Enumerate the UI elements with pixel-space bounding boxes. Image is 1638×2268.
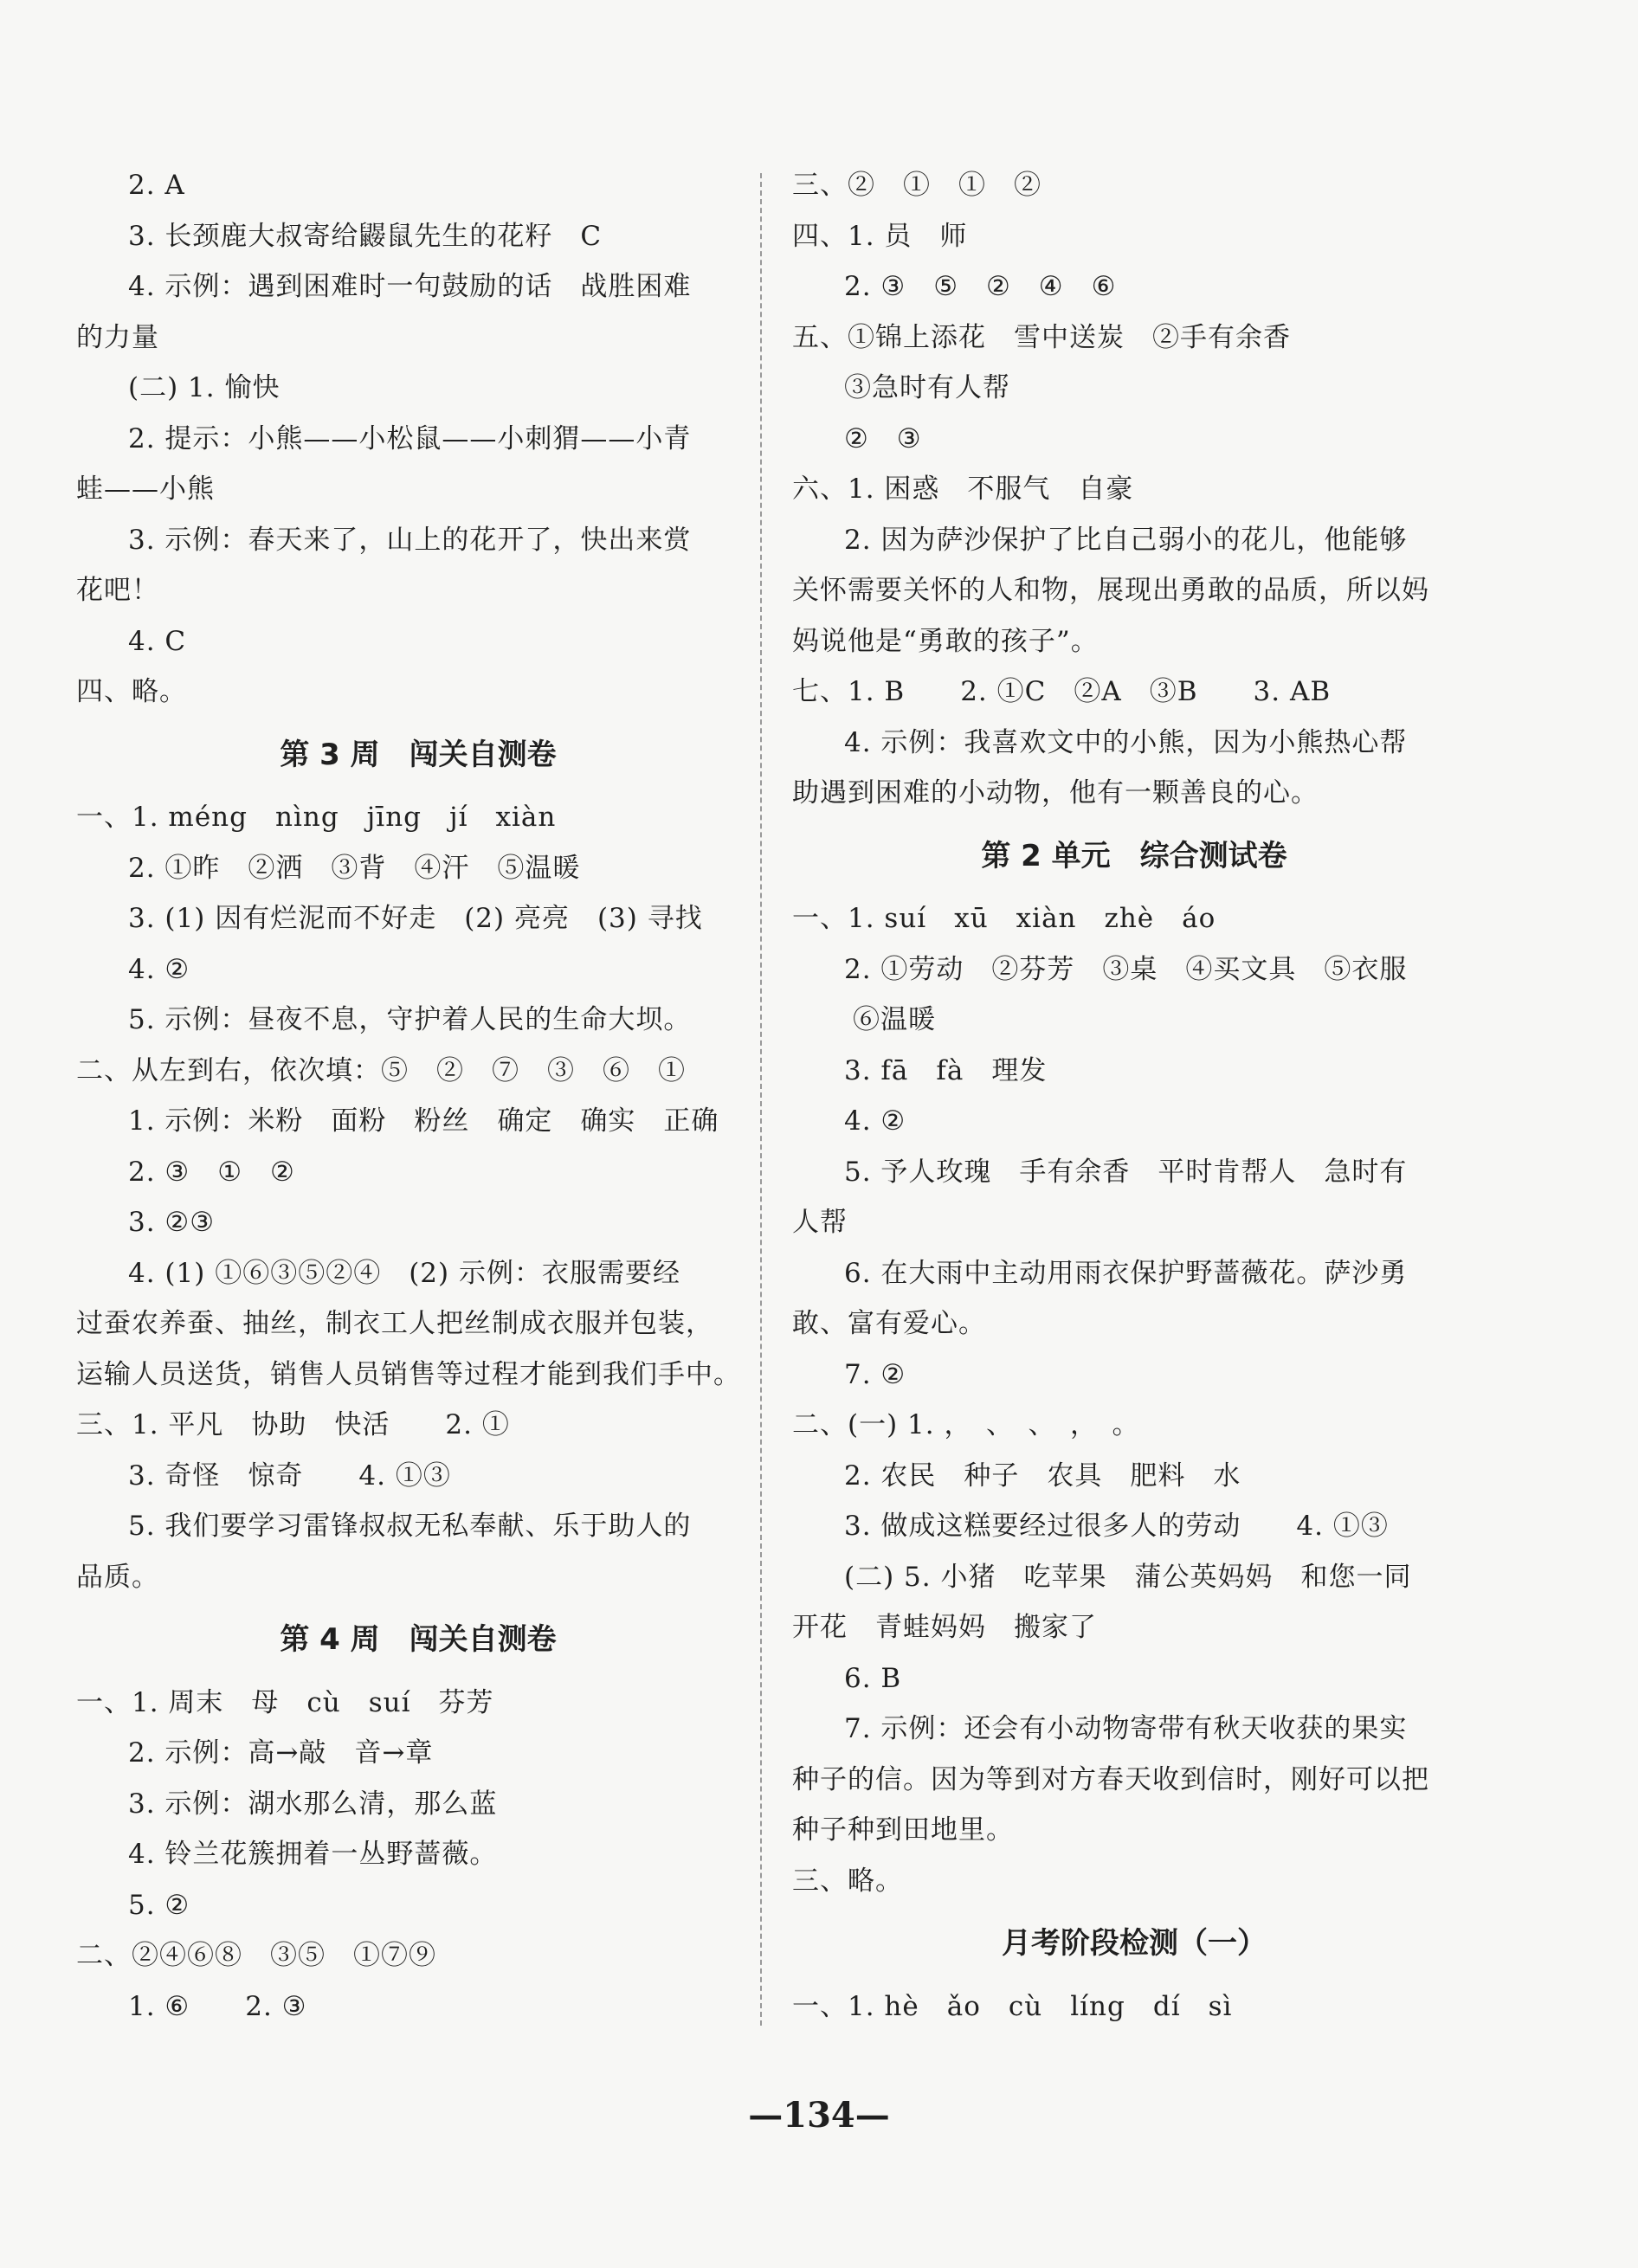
answer-line: 人帮 [792,1207,848,1238]
answer-line: 4. 铃兰花簇拥着一丛野蔷薇。 [128,1839,498,1870]
answer-line: 助遇到困难的小动物，他有一颗善良的心。 [792,777,1319,809]
answer-line: 6. 在大雨中主动用雨衣保护野蔷薇花。萨沙勇 [844,1257,1408,1289]
answer-line: 5. 予人玫瑰 手有余香 平时肯帮人 急时有 [844,1156,1408,1188]
answer-line: 4. 示例：遇到困难时一句鼓励的话 战胜困难 [128,271,692,302]
answer-line: 5. ② [128,1889,190,1921]
answer-line: 5. 我们要学习雷锋叔叔无私奉献、乐于助人的 [128,1511,692,1542]
answer-line: 七、1. B 2. ①C ②A ③B 3. AB [792,676,1332,707]
section-heading: 第 3 周 闯关自测卷 [280,737,557,772]
answer-line: 一、1. méng nìng jīng jí xiàn [76,802,557,833]
answer-line: ⑥温暖 [853,1004,936,1035]
answer-line: 4. 示例：我喜欢文中的小熊，因为小熊热心帮 [844,726,1408,758]
answer-line: 3. ②③ [128,1207,216,1238]
column-divider [760,173,762,2026]
answer-line: 3. 示例：春天来了，山上的花开了，快出来赏 [128,524,692,556]
answer-line: 5. 示例：昼夜不息，守护着人民的生命大坝。 [128,1004,692,1035]
answer-line: 6. B [844,1662,902,1694]
answer-line: 五、①锦上添花 雪中送炭 ②手有余香 [792,321,1291,353]
answer-line: 一、1. hè ǎo cù líng dí sì [792,1990,1233,2022]
answer-line: 种子的信。因为等到对方春天收到信时，刚好可以把 [792,1763,1429,1795]
answer-line: 2. ①劳动 ②芬芳 ③桌 ④买文具 ⑤衣服 [844,953,1408,985]
section-heading: 第 4 周 闯关自测卷 [280,1622,557,1657]
answer-line: 品质。 [76,1561,159,1593]
answer-line: 2. 示例：高→敲 音→章 [128,1737,434,1769]
answer-line: 运输人员送货，销售人员销售等过程才能到我们手中。 [76,1358,741,1390]
answer-line: 开花 青蛙妈妈 搬家了 [792,1612,1097,1643]
answer-line: 三、略。 [792,1865,903,1897]
left-column [76,160,760,2032]
answer-line: 2. ①昨 ②洒 ③背 ④汗 ⑤温暖 [128,852,581,884]
answer-line: 3. 做成这糕要经过很多人的劳动 4. ①③ [844,1511,1389,1542]
answer-line: (二) 5. 小猪 吃苹果 蒲公英妈妈 和您一同 [844,1561,1412,1593]
answer-line: 妈说他是“勇敢的孩子”。 [792,625,1099,657]
answer-line: 1. ⑥ 2. ③ [128,1990,307,2022]
answer-line: 一、1. suí xū xiàn zhè áo [792,903,1216,934]
answer-line: 4. ② [844,1105,906,1137]
answer-line: ② ③ [844,422,922,454]
answer-line: 3. 奇怪 惊奇 4. ①③ [128,1459,451,1492]
answer-line: 7. ② [844,1358,906,1390]
answer-line: 关怀需要关怀的人和物，展现出勇敢的品质，所以妈 [792,575,1429,606]
answer-line: 4. C [128,625,187,657]
section-heading: 月考阶段检测（一） [1002,1926,1267,1961]
answer-line: 2. ③ ① ② [128,1156,295,1188]
answer-line: (二) 1. 愉快 [128,372,281,403]
answer-line: 3. 长颈鹿大叔寄给鼹鼠先生的花籽 C [128,220,603,252]
answer-line: 2. A [128,170,185,201]
answer-line: 3. fā fà 理发 [844,1054,1048,1086]
answer-line: 四、1. 员 师 [792,220,968,252]
answer-line: 4. ② [128,953,190,985]
answer-line: 蛙——小熊 [76,474,215,505]
answer-line: 过蚕农养蚕、抽丝，制衣工人把丝制成衣服并包装， [76,1308,713,1339]
answer-line: 种子种到田地里。 [792,1814,1014,1846]
answer-line: 三、1. 平凡 协助 快活 2. ① [76,1409,510,1440]
answer-line: 二、②④⑥⑧ ③⑤ ①⑦⑨ [76,1940,436,1971]
answer-line: 3. 示例：湖水那么清，那么蓝 [128,1788,498,1820]
page-number: —134— [748,2095,890,2136]
answer-line: 2. 农民 种子 农具 肥料 水 [844,1459,1241,1492]
answer-line: 二、从左到右，依次填：⑤ ② ⑦ ③ ⑥ ① [76,1054,686,1086]
answer-line: 花吧！ [76,575,159,606]
answer-line: 三、② ① ① ② [792,170,1041,201]
answer-line: 2. 提示：小熊——小松鼠——小刺猬——小青 [128,422,692,454]
answer-line: 2. 因为萨沙保护了比自己弱小的花儿，他能够 [844,524,1408,556]
answer-line: 一、1. 周末 母 cù suí 芬芳 [76,1686,494,1718]
answer-line: 2. ③ ⑤ ② ④ ⑥ [844,271,1117,302]
answer-line: 六、1. 困惑 不服气 自豪 [792,474,1134,505]
answer-line: 四、略。 [76,676,187,707]
section-heading: 第 2 单元 综合测试卷 [981,838,1287,873]
answer-line: 的力量 [76,321,159,353]
right-column [792,160,1476,2032]
answer-line: 7. 示例：还会有小动物寄带有秋天收获的果实 [844,1713,1408,1744]
answer-line: 3. (1) 因有烂泥而不好走 (2) 亮亮 (3) 寻找 [128,903,703,934]
answer-line: 1. 示例：米粉 面粉 粉丝 确定 确实 正确 [128,1105,719,1137]
answer-line: 4. (1) ①⑥③⑤②④ (2) 示例：衣服需要经 [128,1257,680,1289]
answer-line: 敢、富有爱心。 [792,1308,986,1339]
answer-line: 二、(一) 1. ， 、 、 ， 。 [792,1409,1140,1440]
answer-line: ③急时有人帮 [844,372,1010,403]
